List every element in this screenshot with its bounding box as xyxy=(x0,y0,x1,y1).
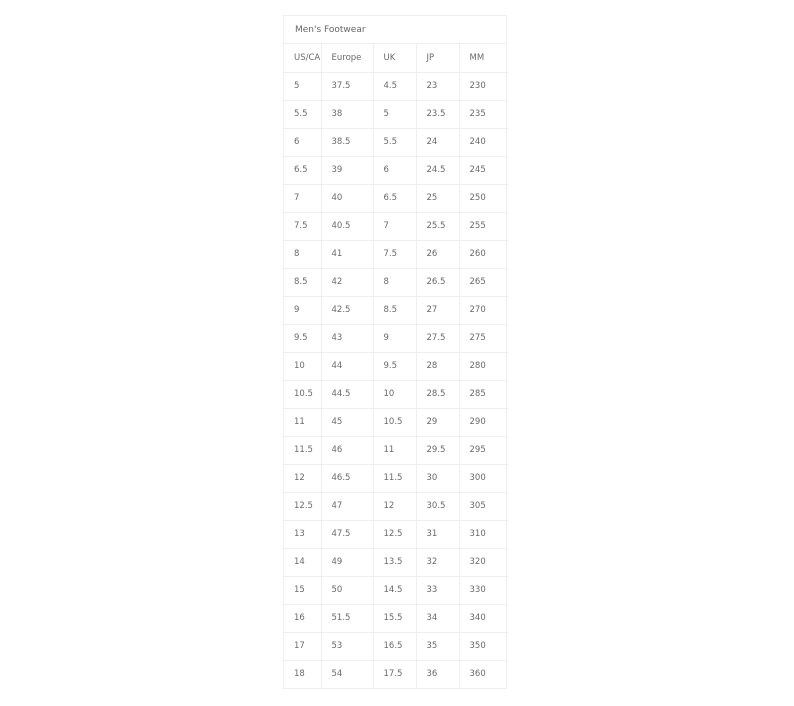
cell-us-ca: 14 xyxy=(284,548,321,576)
table-row xyxy=(284,324,508,352)
cell-us-ca: 7.5 xyxy=(284,212,321,240)
cell-uk: 8 xyxy=(373,268,416,296)
cell-mm: 310 xyxy=(459,520,508,548)
cell-jp: 29.5 xyxy=(416,436,459,464)
cell-uk: 15.5 xyxy=(373,604,416,632)
cell-uk: 13.5 xyxy=(373,548,416,576)
cell-uk: 5 xyxy=(373,100,416,128)
cell-us-ca: 7 xyxy=(284,184,321,212)
table-row xyxy=(284,632,508,660)
cell-mm: 305 xyxy=(459,492,508,520)
table-row xyxy=(284,296,508,324)
cell-mm: 285 xyxy=(459,380,508,408)
table-row xyxy=(284,352,508,380)
cell-uk: 17.5 xyxy=(373,660,416,688)
cell-jp: 26 xyxy=(416,240,459,268)
cell-us-ca: 16 xyxy=(284,604,321,632)
cell-europe: 37.5 xyxy=(321,72,373,100)
cell-europe: 42 xyxy=(321,268,373,296)
cell-europe: 42.5 xyxy=(321,296,373,324)
cell-mm: 255 xyxy=(459,212,508,240)
cell-mm: 230 xyxy=(459,72,508,100)
cell-uk: 6 xyxy=(373,156,416,184)
cell-us-ca: 9 xyxy=(284,296,321,324)
cell-jp: 32 xyxy=(416,548,459,576)
cell-mm: 270 xyxy=(459,296,508,324)
cell-mm: 330 xyxy=(459,576,508,604)
cell-mm: 275 xyxy=(459,324,508,352)
cell-us-ca: 18 xyxy=(284,660,321,688)
cell-uk: 9.5 xyxy=(373,352,416,380)
cell-jp: 28.5 xyxy=(416,380,459,408)
table-row xyxy=(284,492,508,520)
cell-jp: 23 xyxy=(416,72,459,100)
table-row xyxy=(284,548,508,576)
cell-jp: 33 xyxy=(416,576,459,604)
cell-uk: 7 xyxy=(373,212,416,240)
cell-europe: 47.5 xyxy=(321,520,373,548)
cell-jp: 36 xyxy=(416,660,459,688)
cell-us-ca: 5.5 xyxy=(284,100,321,128)
cell-jp: 23.5 xyxy=(416,100,459,128)
cell-europe: 44 xyxy=(321,352,373,380)
cell-uk: 7.5 xyxy=(373,240,416,268)
cell-us-ca: 10.5 xyxy=(284,380,321,408)
cell-europe: 53 xyxy=(321,632,373,660)
size-table xyxy=(284,44,508,688)
cell-europe: 41 xyxy=(321,240,373,268)
table-row xyxy=(284,604,508,632)
cell-europe: 50 xyxy=(321,576,373,604)
cell-europe: 47 xyxy=(321,492,373,520)
size-rows xyxy=(284,72,508,688)
cell-mm: 290 xyxy=(459,408,508,436)
cell-mm: 295 xyxy=(459,436,508,464)
cell-europe: 40 xyxy=(321,184,373,212)
cell-europe: 43 xyxy=(321,324,373,352)
cell-uk: 5.5 xyxy=(373,128,416,156)
table-row xyxy=(284,436,508,464)
cell-jp: 30.5 xyxy=(416,492,459,520)
header-row xyxy=(284,44,508,72)
cell-jp: 26.5 xyxy=(416,268,459,296)
cell-us-ca: 11 xyxy=(284,408,321,436)
cell-jp: 24.5 xyxy=(416,156,459,184)
cell-europe: 38.5 xyxy=(321,128,373,156)
cell-uk: 4.5 xyxy=(373,72,416,100)
cell-mm: 280 xyxy=(459,352,508,380)
cell-jp: 24 xyxy=(416,128,459,156)
cell-uk: 11 xyxy=(373,436,416,464)
cell-europe: 39 xyxy=(321,156,373,184)
cell-europe: 51.5 xyxy=(321,604,373,632)
cell-jp: 29 xyxy=(416,408,459,436)
cell-mm: 340 xyxy=(459,604,508,632)
table-row xyxy=(284,464,508,492)
cell-mm: 350 xyxy=(459,632,508,660)
cell-us-ca: 17 xyxy=(284,632,321,660)
cell-uk: 6.5 xyxy=(373,184,416,212)
cell-uk: 12 xyxy=(373,492,416,520)
table-row xyxy=(284,156,508,184)
cell-mm: 360 xyxy=(459,660,508,688)
cell-jp: 25 xyxy=(416,184,459,212)
cell-us-ca: 5 xyxy=(284,72,321,100)
table-row xyxy=(284,184,508,212)
column-header-mm: MM xyxy=(469,52,485,63)
cell-us-ca: 6.5 xyxy=(284,156,321,184)
cell-us-ca: 8 xyxy=(284,240,321,268)
column-header-europe: Europe xyxy=(321,44,373,72)
cell-us-ca: 15 xyxy=(284,576,321,604)
cell-mm: 235 xyxy=(459,100,508,128)
table-row xyxy=(284,240,508,268)
cell-mm: 320 xyxy=(459,548,508,576)
table-row xyxy=(284,128,508,156)
cell-europe: 46.5 xyxy=(321,464,373,492)
table-row xyxy=(284,408,508,436)
cell-jp: 35 xyxy=(416,632,459,660)
cell-mm: 265 xyxy=(459,268,508,296)
cell-uk: 16.5 xyxy=(373,632,416,660)
cell-mm: 300 xyxy=(459,464,508,492)
table-row xyxy=(284,576,508,604)
cell-europe: 46 xyxy=(321,436,373,464)
cell-uk: 10 xyxy=(373,380,416,408)
cell-mm: 245 xyxy=(459,156,508,184)
cell-europe: 44.5 xyxy=(321,380,373,408)
column-header-us-ca: US/CA xyxy=(284,44,321,72)
cell-europe: 45 xyxy=(321,408,373,436)
cell-us-ca: 6 xyxy=(284,128,321,156)
cell-mm: 260 xyxy=(459,240,508,268)
table-row xyxy=(284,72,508,100)
table-row xyxy=(284,212,508,240)
table-row xyxy=(284,100,508,128)
cell-europe: 40.5 xyxy=(321,212,373,240)
cell-uk: 8.5 xyxy=(373,296,416,324)
cell-jp: 25.5 xyxy=(416,212,459,240)
cell-uk: 10.5 xyxy=(373,408,416,436)
cell-us-ca: 11.5 xyxy=(284,436,321,464)
cell-mm: 250 xyxy=(459,184,508,212)
cell-uk: 12.5 xyxy=(373,520,416,548)
cell-uk: 14.5 xyxy=(373,576,416,604)
table-row xyxy=(284,268,508,296)
cell-us-ca: 12.5 xyxy=(284,492,321,520)
table-row xyxy=(284,380,508,408)
cell-jp: 30 xyxy=(416,464,459,492)
column-header-uk: UK xyxy=(373,44,416,72)
column-header-jp: JP xyxy=(416,44,459,72)
cell-us-ca: 9.5 xyxy=(284,324,321,352)
cell-jp: 27.5 xyxy=(416,324,459,352)
cell-us-ca: 12 xyxy=(284,464,321,492)
chart-title: Men's Footwear xyxy=(284,16,506,44)
cell-jp: 34 xyxy=(416,604,459,632)
table-row xyxy=(284,660,508,688)
cell-jp: 28 xyxy=(416,352,459,380)
cell-us-ca: 13 xyxy=(284,520,321,548)
cell-europe: 49 xyxy=(321,548,373,576)
cell-europe: 38 xyxy=(321,100,373,128)
cell-jp: 27 xyxy=(416,296,459,324)
cell-us-ca: 10 xyxy=(284,352,321,380)
size-chart xyxy=(283,15,507,689)
cell-uk: 11.5 xyxy=(373,464,416,492)
cell-mm: 240 xyxy=(459,128,508,156)
cell-jp: 31 xyxy=(416,520,459,548)
cell-uk: 9 xyxy=(373,324,416,352)
cell-us-ca: 8.5 xyxy=(284,268,321,296)
cell-europe: 54 xyxy=(321,660,373,688)
table-row xyxy=(284,520,508,548)
